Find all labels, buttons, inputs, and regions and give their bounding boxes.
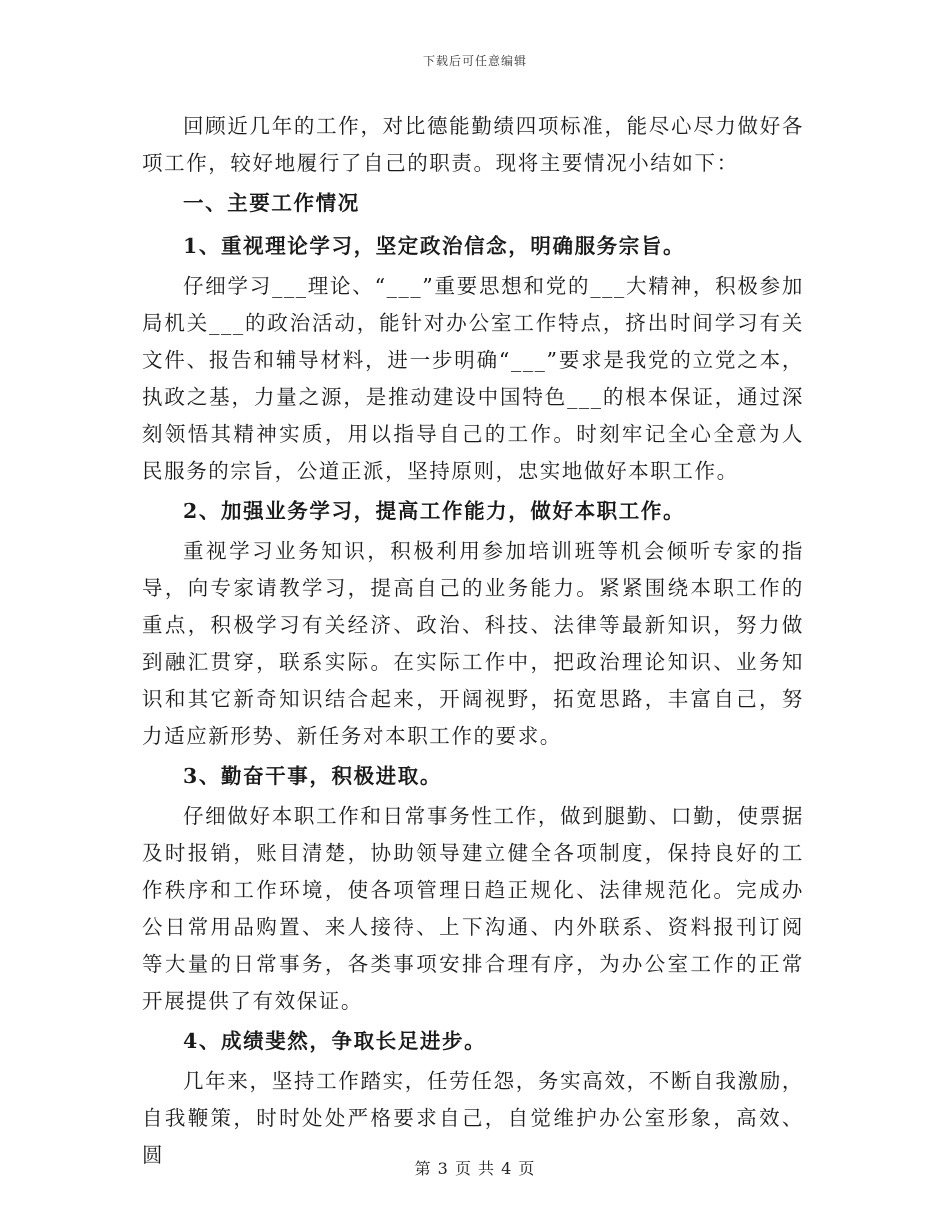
paragraph-theory-study: 仔细学习___理论、“___”重要思想和党的___大精神，积极参加局机关___的政治活动，能针对办公室工作特点，挤出时间学习有关文件、报告和辅导材料，进一步明确“___”要求是我党的立党之本，执政之基，力量之源，是推动建设中国特色___的根本保证，通过深刻领悟其精神实质，用以指导自己的工作。时刻牢记全心全意为人民服务的宗旨，公道正派，坚持原则，忠实地做好本职工作。 — [142, 274, 804, 483]
section-heading-main-work: 一、主要工作情况 — [183, 191, 360, 215]
subheading-business-study: 2、加强业务学习，提高工作能力，做好本职工作。 — [183, 499, 686, 523]
intro-paragraph: 回顾近几年的工作，对比德能勤绩四项标准，能尽心尽力做好各项工作，较好地履行了自己的职责。现将主要情况小结如下： — [142, 114, 804, 175]
document-body — [142, 108, 804, 1174]
subheading-achievements: 4、成绩斐然，争取长足进步。 — [183, 1029, 487, 1053]
paragraph-business-study: 重视学习业务知识，积极利用参加培训班等机会倾听专家的指导，向专家请教学习，提高自己的业务能力。紧紧围绕本职工作的重点，积极学习有关经济、政治、科技、法律等最新知识，努力做到融汇贯穿，联系实际。在实际工作中，把政治理论知识、业务知识和其它新奇知识结合起来，开阔视野，拓宽思路，丰富自己，努力适应新形势、新任务对本职工作的要求。 — [142, 539, 804, 748]
subheading-diligent-work: 3、勤奋干事，积极进取。 — [183, 764, 442, 788]
paragraph-diligent-work: 仔细做好本职工作和日常事务性工作，做到腿勤、口勤，使票据及时报销，账目清楚，协助领导建立健全各项制度，保持良好的工作秩序和工作环境，使各项管理日趋正规化、法律规范化。完成办公日常用品购置、来人接待、上下沟通、内外联系、资料报刊订阅等大量的日常事务，各类事项安排合理有序，为办公室工作的正常开展提供了有效保证。 — [142, 804, 804, 1013]
page-footer-number: 第 3 页 共 4 页 — [414, 1159, 536, 1178]
page-header-note: 下载后可任意编辑 — [422, 54, 527, 68]
subheading-theory-study: 1、重视理论学习，坚定政治信念，明确服务宗旨。 — [183, 234, 686, 258]
paragraph-achievements: 几年来，坚持工作踏实，任劳任怨，务实高效，不断自我激励，自我鞭策，时时处处严格要求自己，自觉维护办公室形象，高效、圆 — [142, 1069, 804, 1167]
